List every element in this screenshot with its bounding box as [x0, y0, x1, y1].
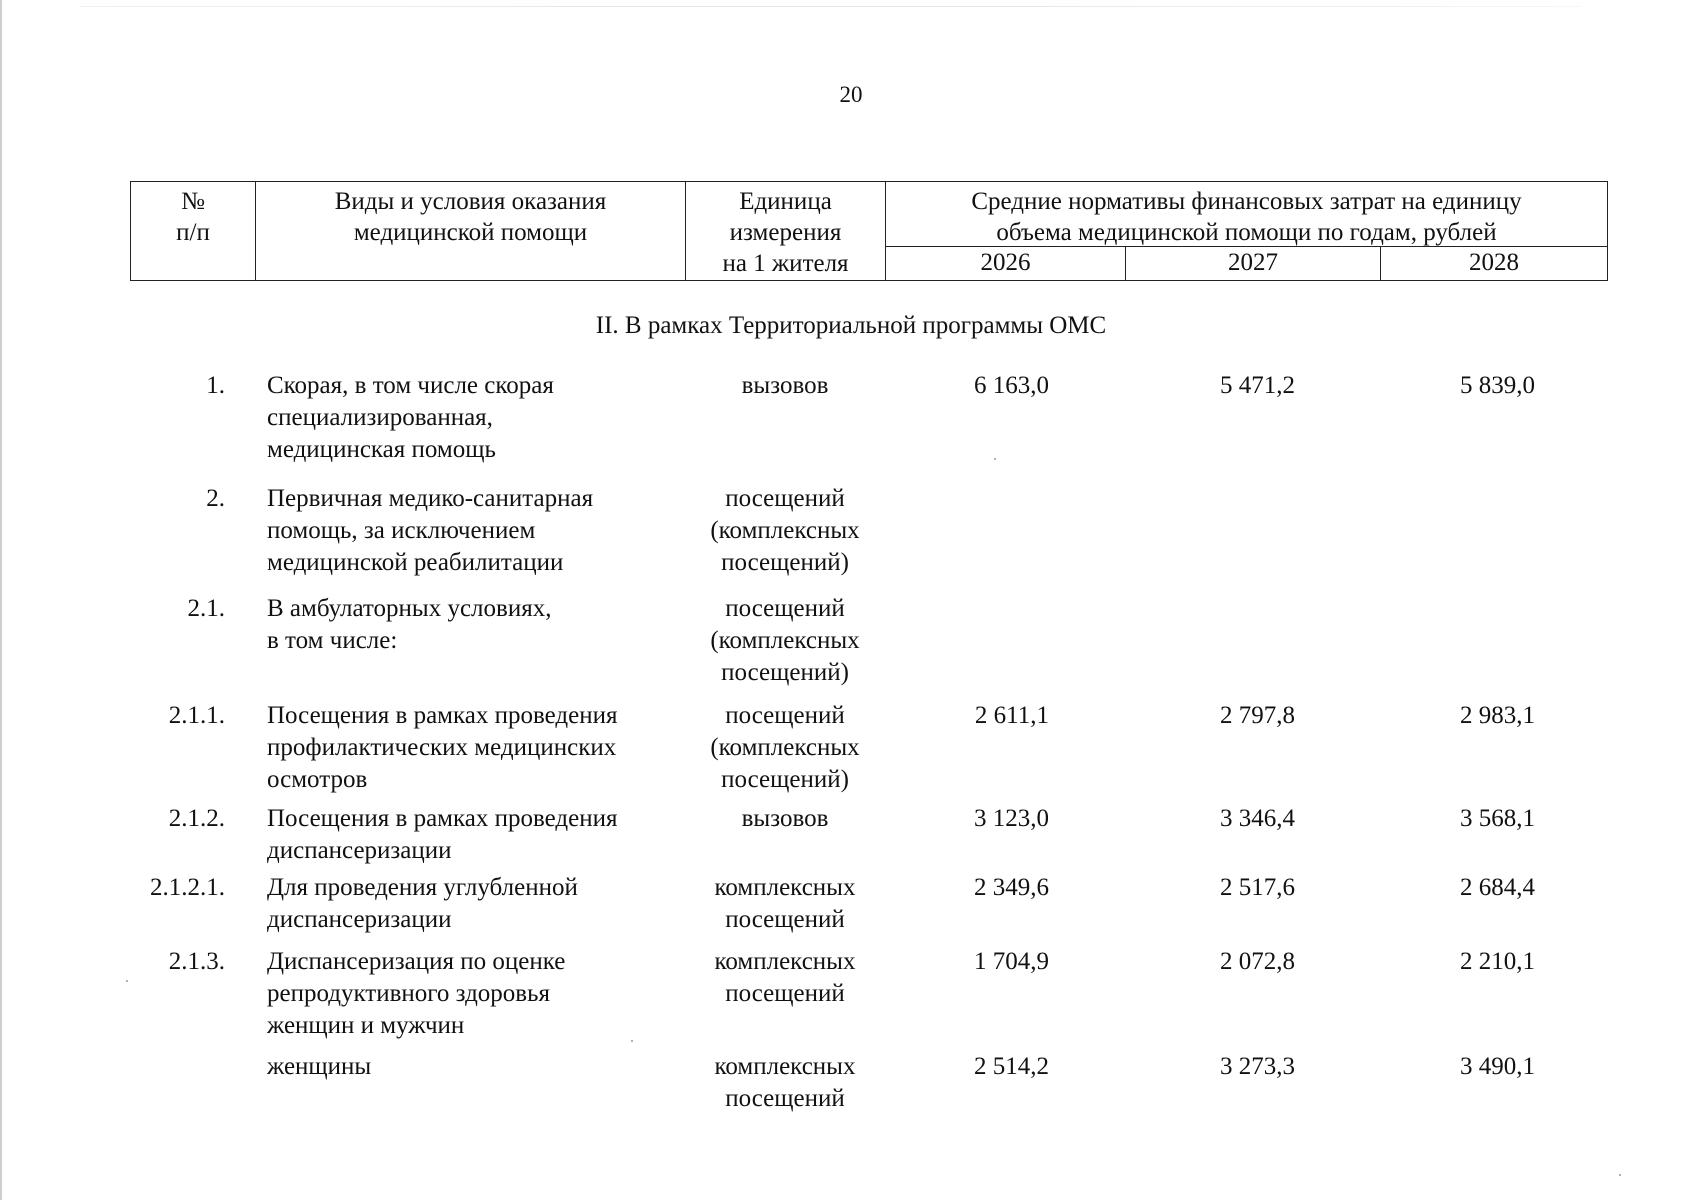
row-unit-line: посещений: [725, 702, 845, 729]
row-kind-line: Диспансеризация по оценке: [267, 948, 566, 975]
row-value-2027: 3 273,3: [1220, 1053, 1295, 1080]
header-num-cell: [131, 182, 256, 280]
row-kind-line: женщин и мужчин: [267, 1012, 465, 1039]
header-unit-cell: [686, 182, 886, 280]
scan-speck: [1619, 1174, 1621, 1176]
row-unit: [685, 593, 885, 689]
header-num-line1: №: [181, 188, 205, 215]
header-kind-cell: [256, 182, 686, 280]
row-kind-line: Скорая, в том числе скорая: [267, 372, 554, 399]
header-unit-line3: на 1 жителя: [722, 250, 849, 277]
header-kind-line1: Виды и условия оказания: [334, 188, 607, 215]
header-norm-cell: [886, 182, 1607, 280]
row-kind: [267, 370, 687, 466]
row-kind-line: диспансеризации: [267, 837, 452, 864]
row-kind-line: осмотров: [267, 766, 368, 793]
table-header: [130, 181, 1608, 281]
row-unit: [685, 1051, 885, 1115]
header-year-2026: 2026: [886, 247, 1126, 280]
row-unit: [685, 872, 885, 936]
row-number: 2.1.1.: [168, 702, 225, 729]
scan-edge-top: [80, 6, 1580, 7]
header-norm-title: [886, 186, 1607, 248]
row-unit-line: посещений): [721, 659, 849, 686]
row-kind-line: помощь, за исключением: [267, 517, 536, 544]
row-unit-line: посещений: [725, 906, 845, 933]
header-unit-line2: измерения: [729, 219, 842, 246]
page-number: 20: [839, 82, 863, 107]
row-kind-line: В амбулаторных условиях,: [267, 595, 552, 622]
row-value-2027: 2 072,8: [1220, 948, 1295, 975]
row-value-2026: 2 514,2: [974, 1053, 1049, 1080]
row-unit-line: вызовов: [741, 805, 829, 832]
header-year-row: [886, 246, 1607, 280]
row-kind-line: профилактических медицинских: [267, 734, 617, 761]
row-unit: [685, 946, 885, 1010]
row-value-2028: 5 839,0: [1460, 372, 1535, 399]
row-value-2026: 2 349,6: [974, 874, 1049, 901]
row-unit: [685, 370, 885, 402]
row-kind-line: медицинская помощь: [267, 436, 496, 463]
row-unit: [685, 700, 885, 796]
row-kind-line: в том числе:: [267, 627, 398, 654]
row-unit-line: (комплексных: [710, 517, 860, 544]
row-unit: [685, 483, 885, 579]
row-value-2028: 2 983,1: [1460, 702, 1535, 729]
row-kind-line: Первичная медико-санитарная: [267, 485, 594, 512]
scan-speck: [994, 458, 996, 460]
row-unit: [685, 803, 885, 835]
row-unit-line: вызовов: [741, 372, 829, 399]
section-title: II. В рамках Территориальной программы ОМС: [595, 312, 1107, 339]
row-value-2026: 2 611,1: [974, 702, 1049, 729]
scan-edge-left: [0, 0, 2, 1200]
row-kind-line: специализированная,: [267, 404, 493, 431]
row-kind: [267, 946, 687, 1042]
row-unit-line: (комплексных: [710, 734, 860, 761]
row-kind: [267, 700, 687, 796]
row-value-2028: 2 210,1: [1460, 948, 1535, 975]
scan-speck: [126, 980, 128, 982]
row-kind: [267, 803, 687, 867]
row-value-2027: 3 346,4: [1220, 805, 1295, 832]
header-unit-line1: Единица: [739, 188, 832, 215]
header-norm-line2: объема медицинской помощи по годам, рублей: [996, 219, 1497, 246]
scan-speck: [631, 1040, 633, 1042]
row-kind-line: диспансеризации: [267, 906, 452, 933]
row-number: 2.1.2.1.: [150, 874, 225, 901]
row-kind: [267, 593, 687, 657]
row-number: 2.1.: [187, 595, 225, 622]
row-value-2028: 3 568,1: [1460, 805, 1535, 832]
row-unit-line: посещений: [725, 980, 845, 1007]
row-kind-line: Посещения в рамках проведения: [267, 805, 618, 832]
row-number: 1.: [206, 372, 225, 399]
row-value-2026: 6 163,0: [974, 372, 1049, 399]
row-unit-line: (комплексных: [710, 627, 860, 654]
row-unit-line: посещений: [725, 595, 845, 622]
row-number: 2.1.2.: [168, 805, 225, 832]
row-unit-line: комплексных: [714, 874, 856, 901]
row-unit-line: посещений): [721, 549, 849, 576]
header-num-line2: п/п: [176, 219, 210, 246]
row-value-2027: 2 797,8: [1220, 702, 1295, 729]
row-value-2027: 5 471,2: [1220, 372, 1295, 399]
row-unit-line: посещений: [725, 485, 845, 512]
row-number: 2.: [206, 485, 225, 512]
row-unit-line: посещений: [725, 1085, 845, 1112]
row-kind-line: Для проведения углубленной: [267, 874, 578, 901]
row-value-2026: 3 123,0: [974, 805, 1049, 832]
header-kind-line2: медицинской помощи: [353, 219, 588, 246]
row-kind: [267, 483, 687, 579]
row-value-2028: 3 490,1: [1460, 1053, 1535, 1080]
row-kind-line: репродуктивного здоровья: [267, 980, 551, 1007]
row-kind: [267, 872, 687, 936]
row-kind: [267, 1051, 687, 1083]
header-year-2028: 2028: [1469, 249, 1519, 276]
row-unit-line: комплексных: [714, 948, 856, 975]
row-kind-line: женщины: [267, 1053, 372, 1080]
row-kind-line: Посещения в рамках проведения: [267, 702, 618, 729]
row-kind-line: медицинской реабилитации: [267, 549, 564, 576]
row-number: 2.1.3.: [168, 948, 225, 975]
row-value-2028: 2 684,4: [1460, 874, 1535, 901]
row-value-2026: 1 704,9: [974, 948, 1049, 975]
header-norm-line1: Средние нормативы финансовых затрат на единицу: [971, 188, 1522, 215]
row-value-2027: 2 517,6: [1220, 874, 1295, 901]
row-unit-line: комплексных: [714, 1053, 856, 1080]
row-unit-line: посещений): [721, 766, 849, 793]
header-year-2027: 2027: [1126, 247, 1381, 280]
